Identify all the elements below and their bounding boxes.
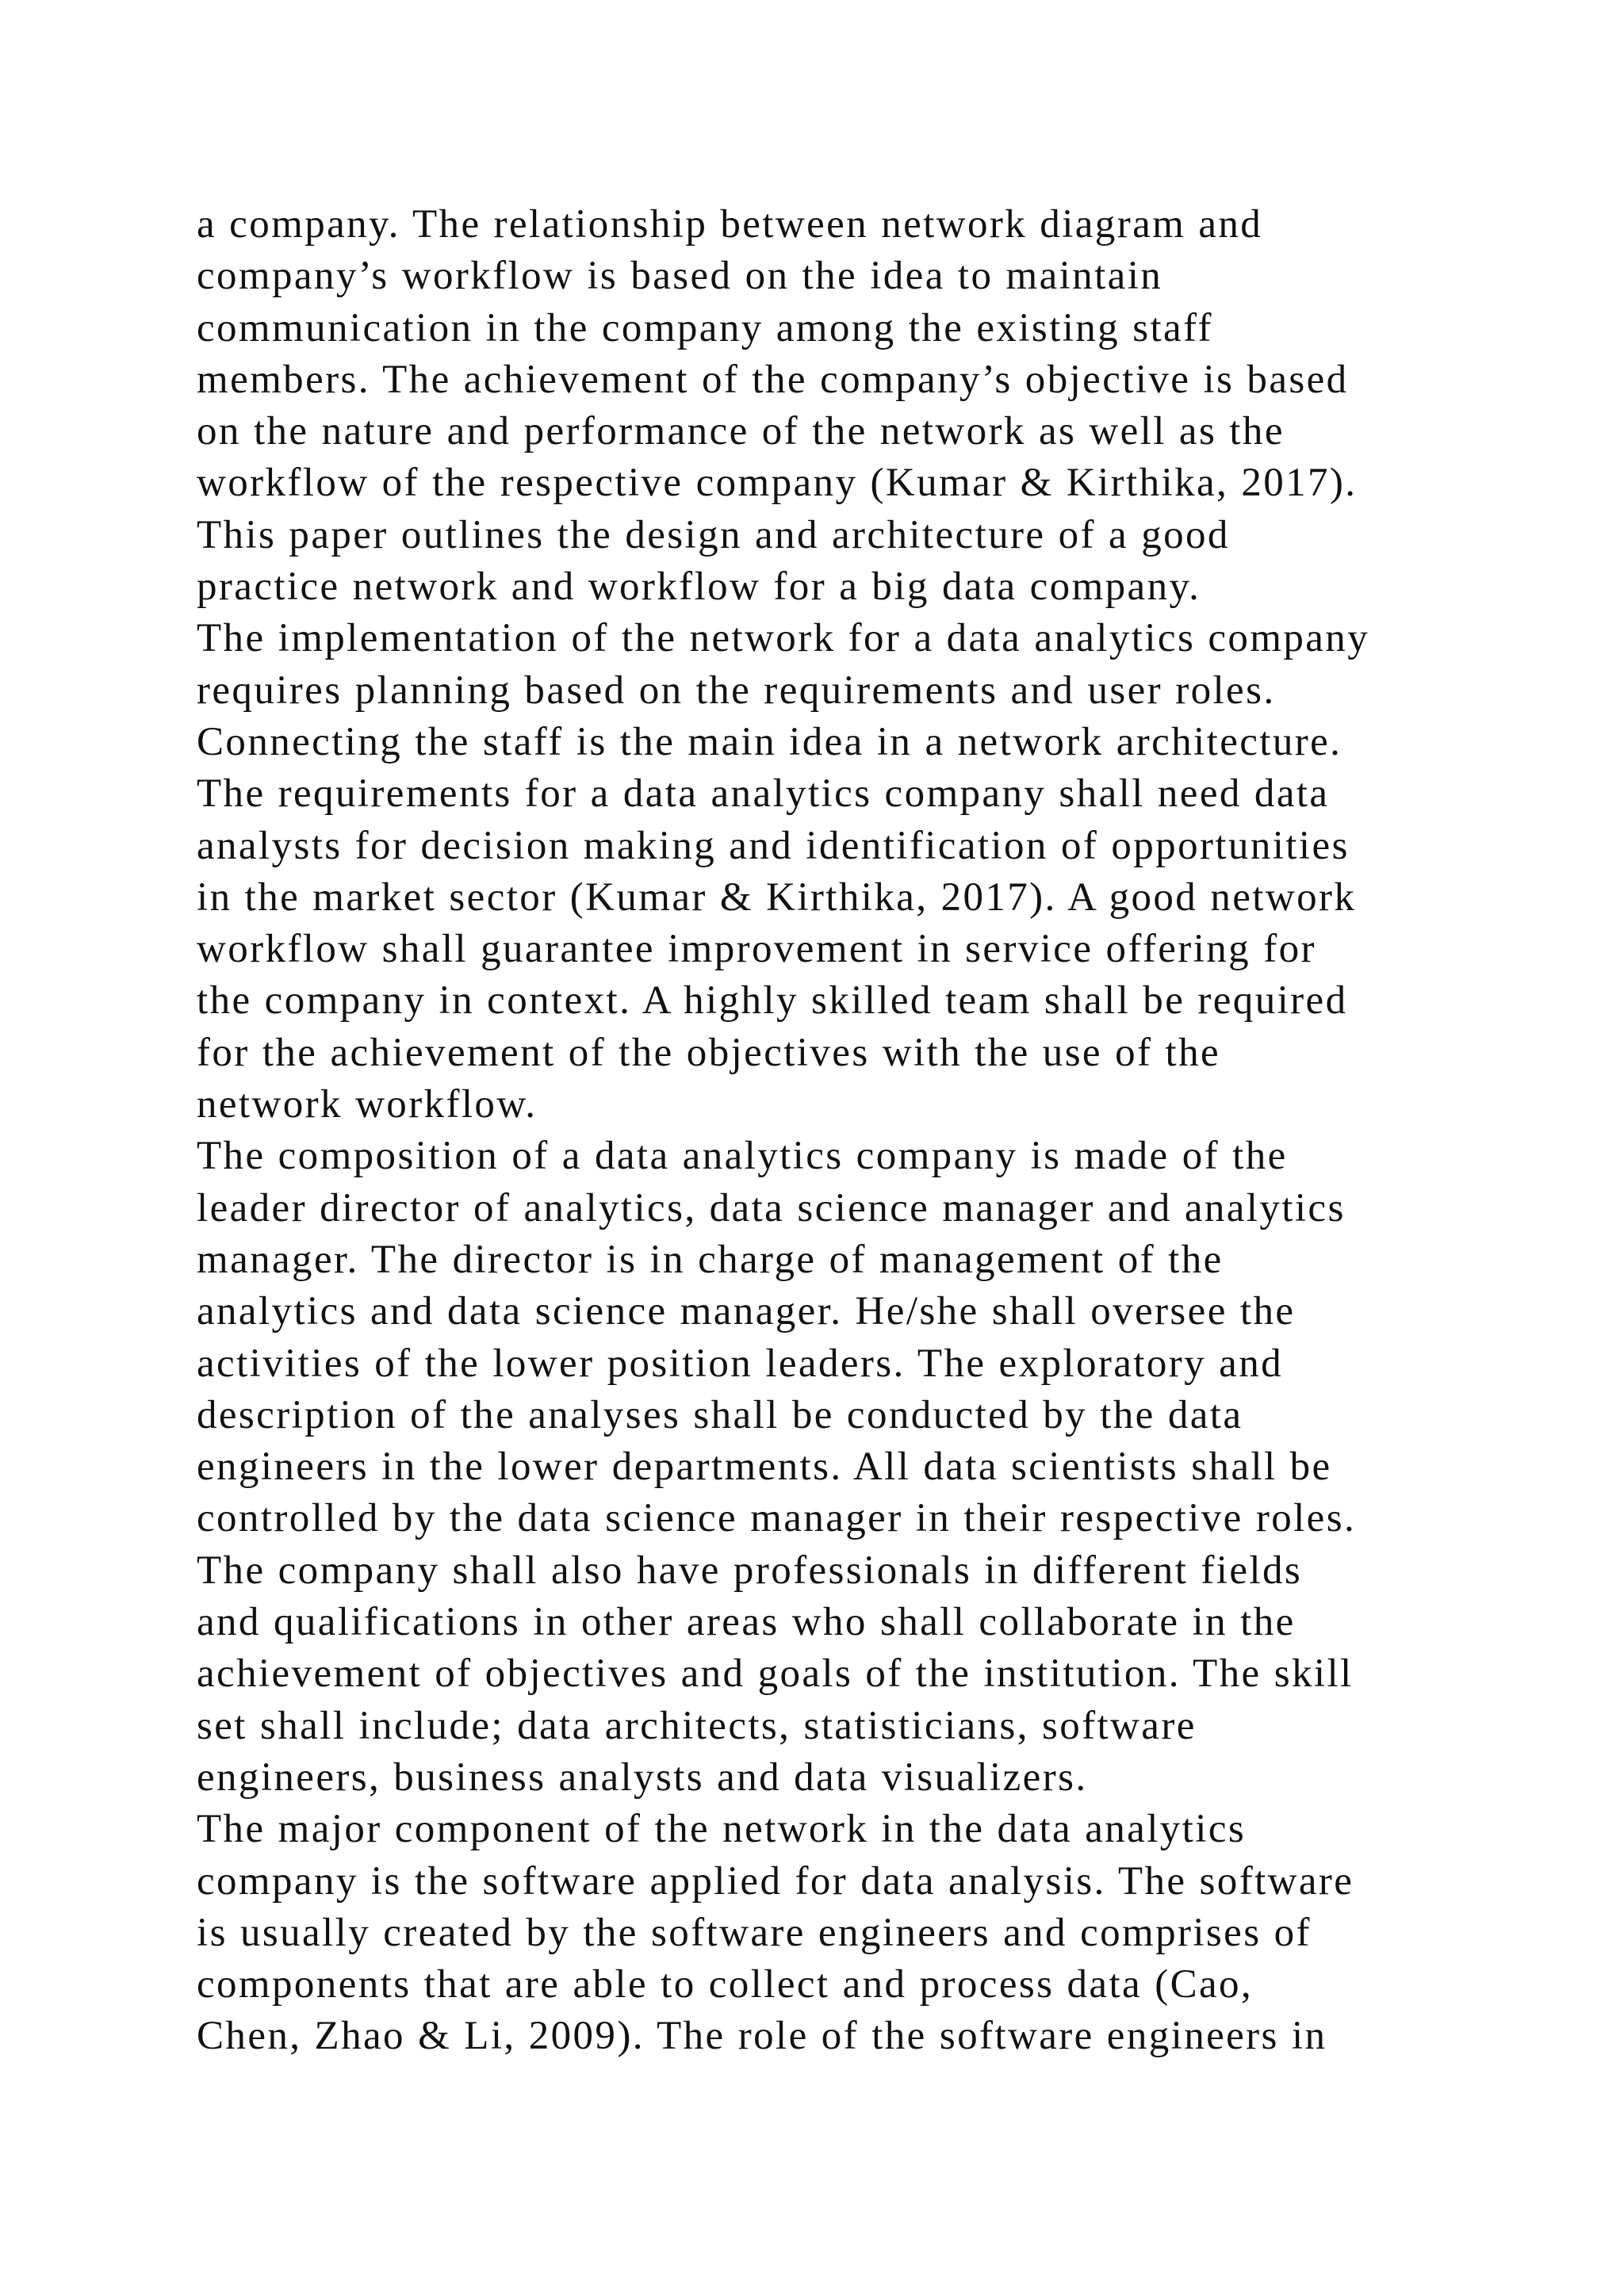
text-line: activities of the lower position leaders. The exploratory and bbox=[197, 1341, 1284, 1386]
text-line: The implementation of the network for a data analytics company bbox=[197, 616, 1370, 661]
text-line: leader director of analytics, data science manager and analytics bbox=[197, 1185, 1346, 1230]
text-line: in the market sector (Kumar & Kirthika, 2017). A good network bbox=[197, 874, 1357, 920]
text-line: achievement of objectives and goals of the institution. The skill bbox=[197, 1651, 1354, 1697]
text-line: on the nature and performance of the network as well as the bbox=[197, 409, 1285, 454]
text-line: engineers, business analysts and data visualizers. bbox=[197, 1755, 1088, 1800]
text-line: The composition of a data analytics company is made of the bbox=[197, 1134, 1288, 1179]
text-line: The company shall also have professionals in different fields bbox=[197, 1548, 1303, 1593]
text-line: for the achievement of the objectives with the use of the bbox=[197, 1030, 1221, 1075]
text-line: Chen, Zhao & Li, 2009). The role of the software engineers in bbox=[197, 2014, 1327, 2059]
text-line: components that are able to collect and process data (Cao, bbox=[197, 1962, 1254, 2007]
text-line: workflow of the respective company (Kumar & Kirthika, 2017). bbox=[197, 461, 1358, 506]
text-line: is usually created by the software engineers and comprises of bbox=[197, 1910, 1312, 1955]
text-line: engineers in the lower departments. All data scientists shall be bbox=[197, 1445, 1332, 1490]
text-line: company is the software applied for data analysis. The software bbox=[197, 1858, 1354, 1904]
text-line: The requirements for a data analytics company shall need data bbox=[197, 771, 1330, 817]
text-line: set shall include; data architects, statisticians, software bbox=[197, 1703, 1197, 1748]
text-line: members. The achievement of the company’s objective is based bbox=[197, 357, 1349, 402]
text-line: analysts for decision making and identification of opportunities bbox=[197, 823, 1350, 868]
text-line: manager. The director is in charge of management of the bbox=[197, 1237, 1224, 1282]
text-line: communication in the company among the existing staff bbox=[197, 305, 1213, 350]
text-line: This paper outlines the design and architecture of a good bbox=[197, 512, 1230, 557]
text-line: requires planning based on the requirements and user roles. bbox=[197, 668, 1276, 713]
text-line: description of the analyses shall be conducted by the data bbox=[197, 1392, 1243, 1437]
text-line: The major component of the network in the data analytics bbox=[197, 1807, 1247, 1852]
text-line: company’s workflow is based on the idea to maintain bbox=[197, 254, 1163, 299]
text-line: and qualifications in other areas who shall collaborate in the bbox=[197, 1600, 1296, 1645]
body-text bbox=[197, 199, 1624, 2063]
text-line: workflow shall guarantee improvement in service offering for bbox=[197, 927, 1316, 972]
text-line: Connecting the staff is the main idea in a network architecture. bbox=[197, 719, 1342, 764]
text-line: analytics and data science manager. He/she shall oversee the bbox=[197, 1289, 1296, 1334]
text-line: a company. The relationship between network diagram and bbox=[197, 202, 1263, 247]
text-line: practice network and workflow for a big data company. bbox=[197, 564, 1201, 610]
text-line: controlled by the data science manager in their respective roles. bbox=[197, 1496, 1357, 1541]
text-line: network workflow. bbox=[197, 1082, 538, 1127]
text-line: the company in context. A highly skilled team shall be required bbox=[197, 978, 1348, 1024]
